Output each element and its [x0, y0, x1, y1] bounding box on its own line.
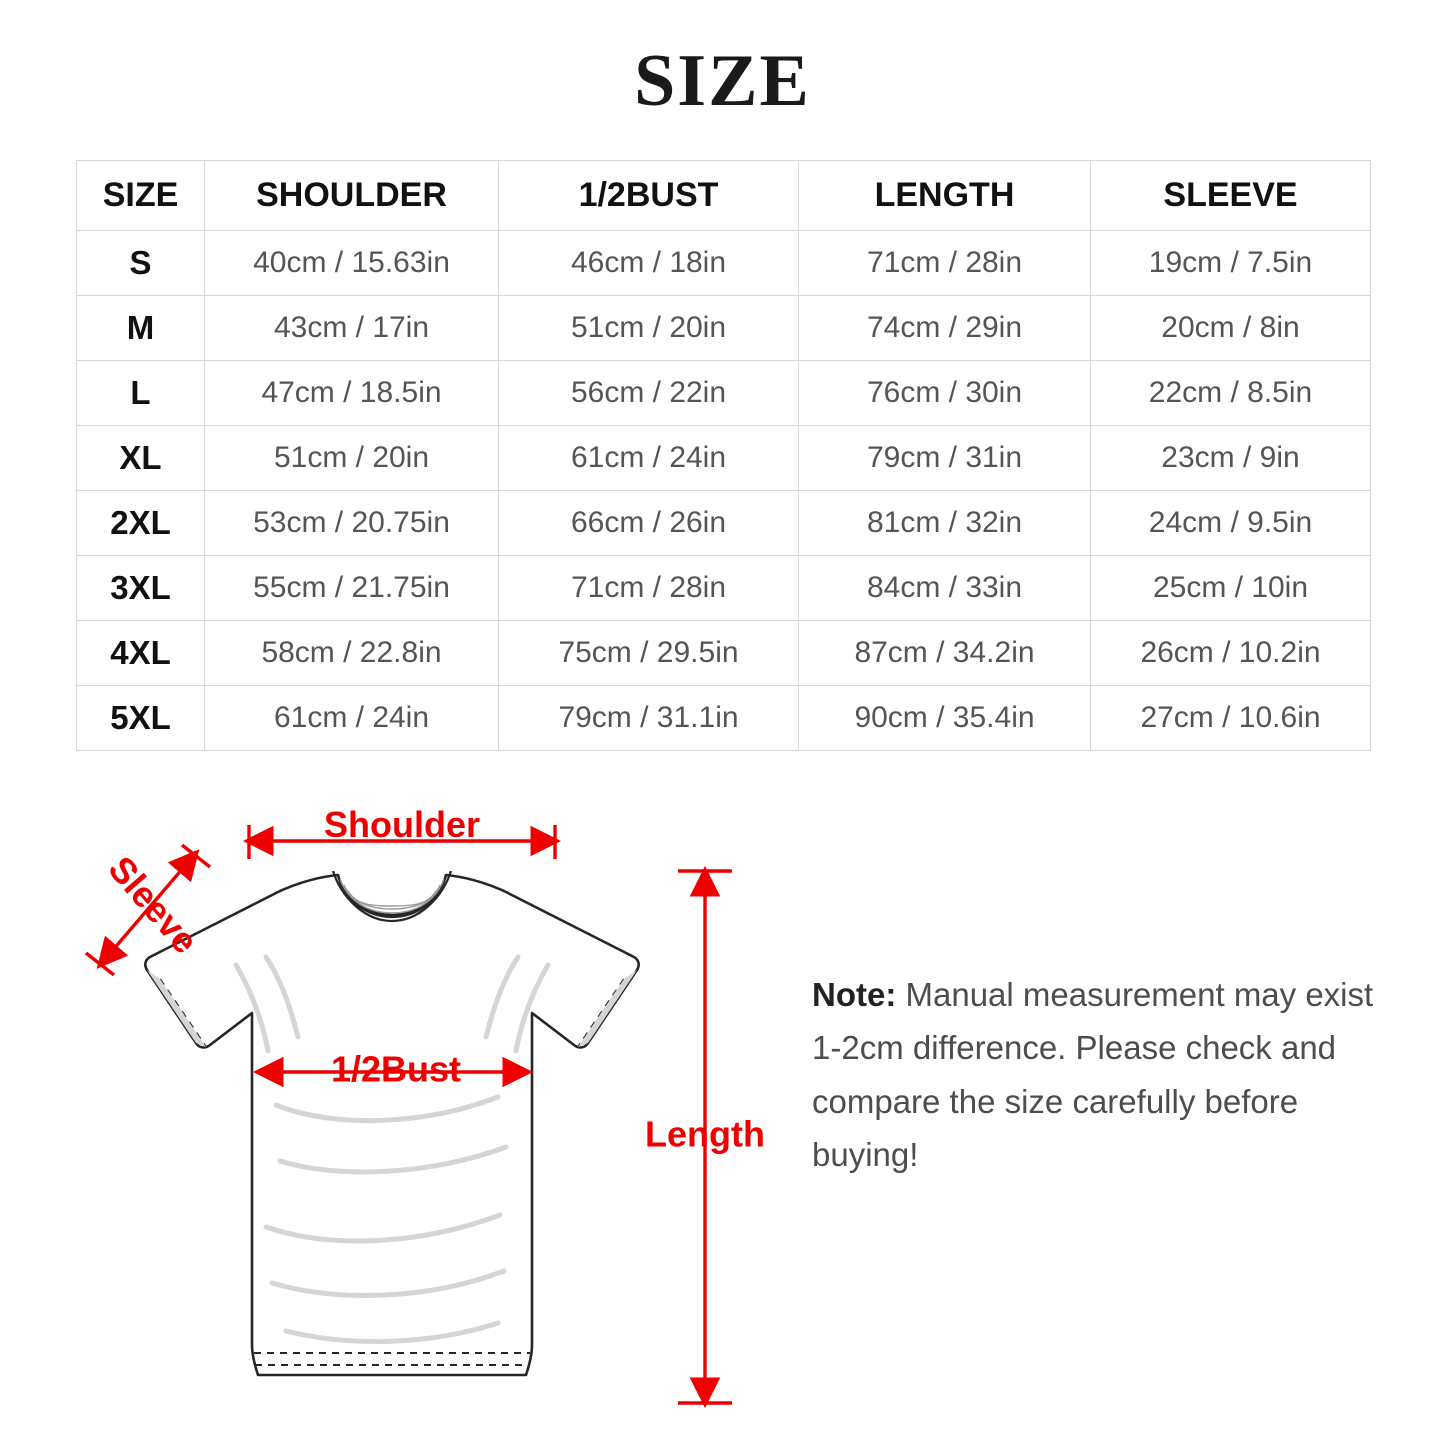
cell-sleeve: 24cm / 9.5in — [1091, 491, 1371, 556]
cell-sleeve: 20cm / 8in — [1091, 296, 1371, 361]
cell-bust: 79cm / 31.1in — [499, 686, 799, 751]
cell-size: M — [77, 296, 205, 361]
table-row — [77, 686, 1371, 751]
cell-bust: 46cm / 18in — [499, 231, 799, 296]
cell-bust: 51cm / 20in — [499, 296, 799, 361]
bust-label: 1/2Bust — [330, 1048, 462, 1090]
cell-length: 84cm / 33in — [799, 556, 1091, 621]
table-row — [77, 556, 1371, 621]
cell-sleeve: 22cm / 8.5in — [1091, 361, 1371, 426]
cell-length: 71cm / 28in — [799, 231, 1091, 296]
column-header-shoulder: SHOULDER — [205, 161, 499, 231]
length-label: Length — [645, 1113, 765, 1155]
cell-size: XL — [77, 426, 205, 491]
cell-length: 87cm / 34.2in — [799, 621, 1091, 686]
cell-sleeve: 23cm / 9in — [1091, 426, 1371, 491]
size-table — [76, 160, 1371, 751]
column-header-length: LENGTH — [799, 161, 1091, 231]
cell-shoulder: 43cm / 17in — [205, 296, 499, 361]
table-row — [77, 621, 1371, 686]
cell-bust: 75cm / 29.5in — [499, 621, 799, 686]
page-title: SIZE — [634, 40, 811, 122]
cell-size: 5XL — [77, 686, 205, 751]
cell-shoulder: 51cm / 20in — [205, 426, 499, 491]
cell-size: 3XL — [77, 556, 205, 621]
tshirt-illustration — [145, 875, 638, 1375]
cell-shoulder: 55cm / 21.75in — [205, 556, 499, 621]
column-header-bust: 1/2BUST — [499, 161, 799, 231]
cell-sleeve: 25cm / 10in — [1091, 556, 1371, 621]
cell-shoulder: 58cm / 22.8in — [205, 621, 499, 686]
cell-shoulder: 47cm / 18.5in — [205, 361, 499, 426]
cell-sleeve: 27cm / 10.6in — [1091, 686, 1371, 751]
cell-bust: 56cm / 22in — [499, 361, 799, 426]
table-row — [77, 491, 1371, 556]
column-header-size: SIZE — [77, 161, 205, 231]
sleeve-label: Sleeve — [100, 848, 207, 962]
cell-length: 81cm / 32in — [799, 491, 1091, 556]
cell-bust: 61cm / 24in — [499, 426, 799, 491]
cell-shoulder: 40cm / 15.63in — [205, 231, 499, 296]
note-text — [812, 968, 1392, 1182]
table-row — [77, 426, 1371, 491]
tshirt-measurement-diagram — [0, 775, 790, 1445]
cell-bust: 66cm / 26in — [499, 491, 799, 556]
cell-size: L — [77, 361, 205, 426]
cell-size: 2XL — [77, 491, 205, 556]
table-header-row — [77, 161, 1371, 231]
cell-size: S — [77, 231, 205, 296]
note-label: Note: — [812, 976, 897, 1013]
table-row — [77, 296, 1371, 361]
cell-sleeve: 26cm / 10.2in — [1091, 621, 1371, 686]
cell-shoulder: 53cm / 20.75in — [205, 491, 499, 556]
cell-size: 4XL — [77, 621, 205, 686]
table-row — [77, 361, 1371, 426]
cell-length: 79cm / 31in — [799, 426, 1091, 491]
cell-length: 76cm / 30in — [799, 361, 1091, 426]
shoulder-label: Shoulder — [323, 804, 481, 845]
cell-sleeve: 19cm / 7.5in — [1091, 231, 1371, 296]
column-header-sleeve: SLEEVE — [1091, 161, 1371, 231]
note-body: Manual measurement may exist 1-2cm difference. Please check and compare the size carefully before buying! — [812, 976, 1374, 1174]
table-row — [77, 231, 1371, 296]
cell-length: 90cm / 35.4in — [799, 686, 1091, 751]
cell-length: 74cm / 29in — [799, 296, 1091, 361]
cell-shoulder: 61cm / 24in — [205, 686, 499, 751]
cell-bust: 71cm / 28in — [499, 556, 799, 621]
